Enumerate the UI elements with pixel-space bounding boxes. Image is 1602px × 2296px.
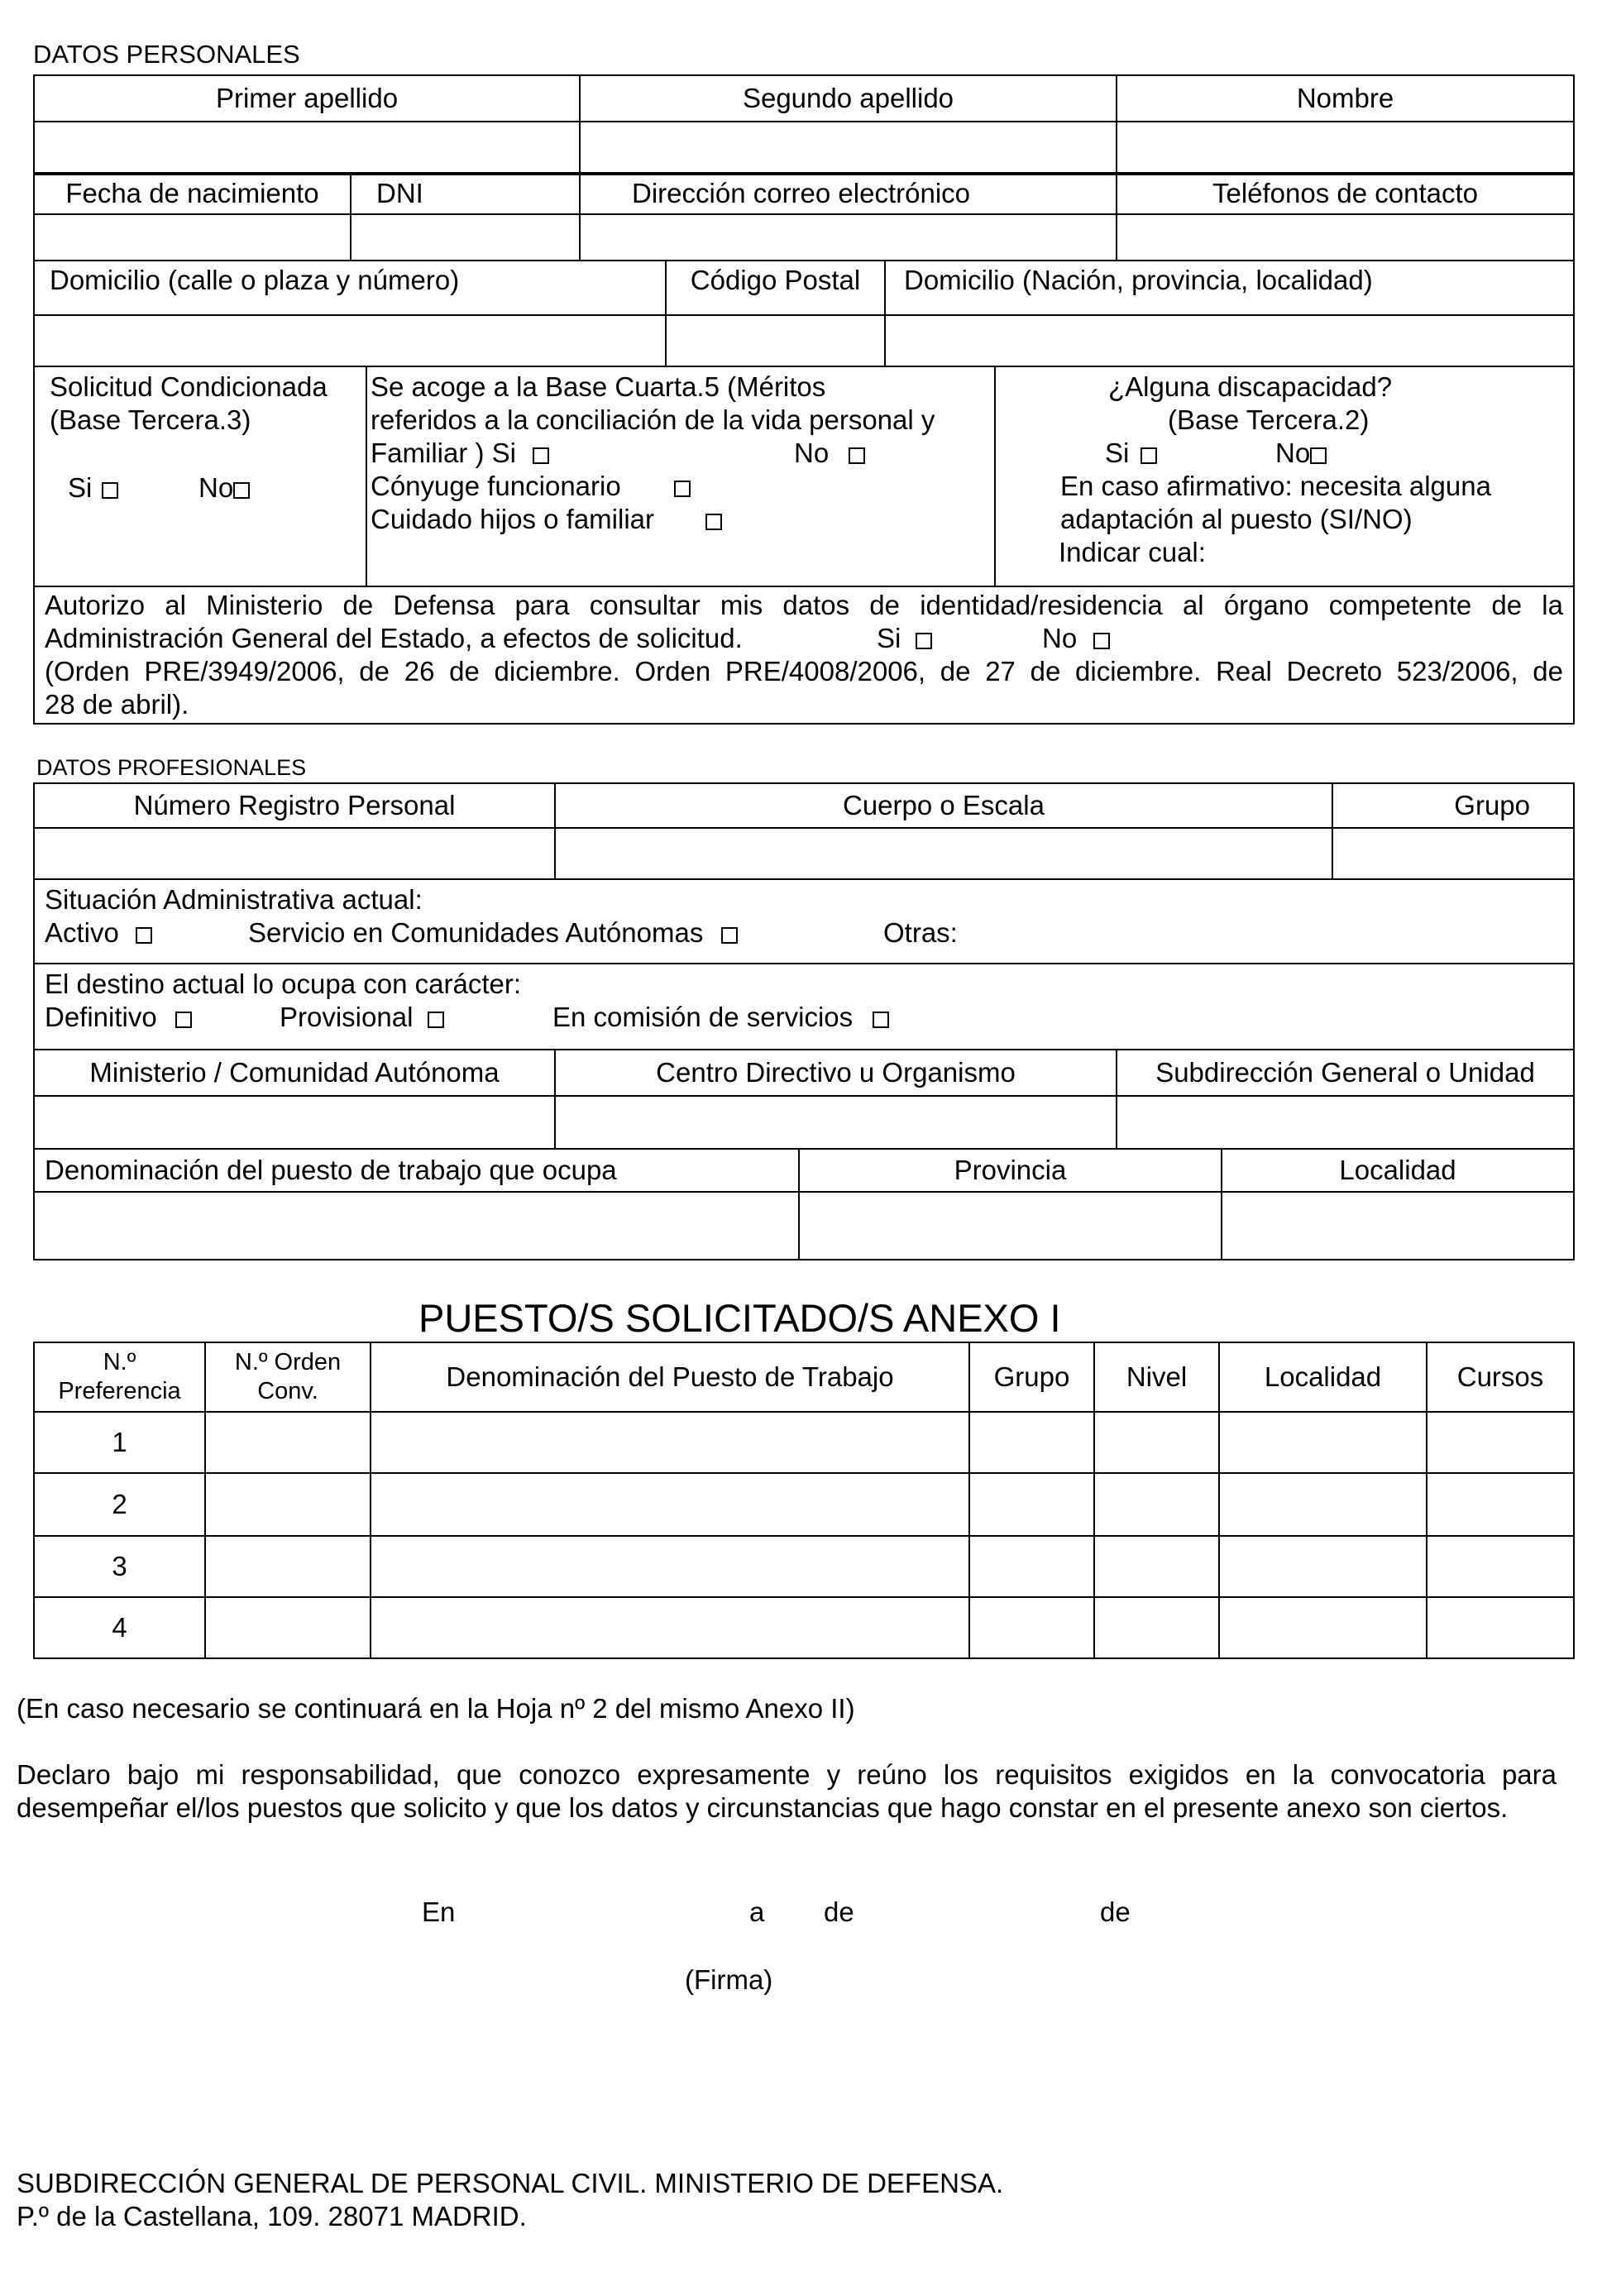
disc-no-checkbox[interactable] [1310, 447, 1327, 464]
cell-grupo[interactable] [969, 1597, 1094, 1658]
base-si-checkbox[interactable] [533, 447, 549, 464]
cell-nivel[interactable] [1094, 1473, 1219, 1536]
label-provincia: Provincia [799, 1149, 1222, 1192]
firma-label: (Firma) [685, 1964, 773, 1995]
continuation-note: (En caso necesario se continuará en la Hoja nº 2 del mismo Anexo II) [17, 1693, 855, 1724]
label-domicilio-calle: Domicilio (calle o plaza y número) [34, 261, 666, 315]
cell-nivel[interactable] [1094, 1412, 1219, 1473]
auth-line-3: (Orden PRE/3949/2006, de 26 de diciembre. Orden PRE/4008/2006, de 27 de diciembre. Real Decreto 523/2006, de [45, 656, 1563, 686]
base-conyuge-label: Cónyuge funcionario [371, 471, 621, 501]
base-cell [366, 366, 995, 586]
personal-table-contact [33, 172, 1575, 261]
label-localidad: Localidad [1222, 1149, 1574, 1192]
cond-si-label: Si [68, 472, 93, 503]
cell-orden[interactable] [205, 1412, 371, 1473]
header-denominacion: Denominación del Puesto de Trabajo [371, 1342, 969, 1412]
label-subdireccion: Subdirección General o Unidad [1117, 1050, 1574, 1096]
cell-grupo[interactable] [969, 1412, 1094, 1473]
cond-si-group [68, 471, 123, 505]
disc-line-1: ¿Alguna discapacidad? [1108, 371, 1393, 402]
input-codigo-postal[interactable] [666, 315, 885, 366]
input-subdireccion[interactable] [1117, 1096, 1574, 1149]
destino-provisional-label: Provisional [280, 1002, 414, 1032]
destino-definitivo-checkbox[interactable] [175, 1012, 192, 1028]
input-dni[interactable] [351, 214, 580, 261]
input-localidad[interactable] [1222, 1192, 1574, 1260]
base-cuidado-checkbox[interactable] [705, 514, 722, 530]
cond-no-label: No [198, 472, 234, 503]
auth-si-label: Si [877, 623, 901, 653]
input-centro-directivo[interactable] [555, 1096, 1117, 1149]
cell-orden[interactable] [205, 1473, 371, 1536]
auth-line-1: Autorizo al Ministerio de Defensa para consultar mis datos de identidad/residencia al órgano competente de la [45, 590, 1563, 620]
label-dni: DNI [351, 173, 580, 214]
row-preferencia: 1 [34, 1412, 205, 1473]
cond-title-1: Solicitud Condicionada [50, 371, 328, 402]
base-cuidado-label: Cuidado hijos o familiar [371, 504, 655, 534]
label-segundo-apellido: Segundo apellido [580, 75, 1117, 122]
base-no-checkbox[interactable] [849, 447, 865, 464]
base-si-group [371, 437, 554, 470]
situacion-ccaa-label: Servicio en Comunidades Autónomas [248, 917, 704, 948]
cond-title-2: (Base Tercera.3) [50, 404, 251, 435]
disc-si-label: Si [1105, 438, 1130, 468]
cell-localidad[interactable] [1219, 1412, 1427, 1473]
input-provincia[interactable] [799, 1192, 1222, 1260]
disc-line-6: Indicar cual: [1059, 537, 1206, 567]
destino-comision-group [552, 1001, 894, 1034]
destino-comision-checkbox[interactable] [873, 1012, 889, 1028]
input-domicilio-calle[interactable] [34, 315, 666, 366]
destino-definitivo-label: Definitivo [45, 1002, 157, 1032]
cell-denominacion[interactable] [371, 1536, 969, 1597]
auth-cell [34, 586, 1574, 724]
header-orden-l1: N.º Orden [234, 1349, 342, 1375]
input-segundo-apellido[interactable] [580, 122, 1117, 175]
auth-line-4: 28 de abril). [45, 689, 189, 720]
base-conyuge-group [371, 470, 696, 503]
disc-line-5: adaptación al puesto (SI/NO) [1060, 504, 1413, 534]
input-fecha-nacimiento[interactable] [34, 214, 351, 261]
cell-cursos[interactable] [1427, 1412, 1574, 1473]
base-line-1: Se acoge a la Base Cuarta.5 (Méritos [371, 371, 826, 402]
solicitados-table [33, 1342, 1575, 1659]
input-grupo[interactable] [1332, 828, 1574, 879]
header-preferencia [34, 1342, 205, 1412]
prof-table-destino [33, 963, 1575, 1050]
input-cuerpo-escala[interactable] [555, 828, 1332, 879]
cell-grupo[interactable] [969, 1536, 1094, 1597]
cell-denominacion[interactable] [371, 1597, 969, 1658]
cell-nivel[interactable] [1094, 1536, 1219, 1597]
auth-si-group [877, 622, 937, 655]
label-numero-registro: Número Registro Personal [34, 783, 555, 828]
table-row [34, 1473, 1574, 1536]
header-preferencia-l1: N.º [103, 1349, 136, 1375]
label-codigo-postal: Código Postal [666, 261, 885, 315]
label-ministerio: Ministerio / Comunidad Autónoma [34, 1050, 555, 1096]
base-conyuge-checkbox[interactable] [674, 481, 691, 497]
place-de-1: de [824, 1897, 854, 1927]
disc-no-group [1275, 437, 1332, 470]
cond-cell [34, 366, 366, 586]
cond-si-checkbox[interactable] [102, 482, 118, 499]
label-centro-directivo: Centro Directivo u Organismo [555, 1050, 1117, 1096]
situacion-title: Situación Administrativa actual: [45, 884, 423, 915]
professional-section-title: DATOS PROFESIONALES [36, 755, 307, 780]
situacion-otras-label: Otras: [883, 917, 958, 948]
base-cuidado-group [371, 503, 727, 536]
input-ministerio[interactable] [34, 1096, 555, 1149]
cell-denominacion[interactable] [371, 1412, 969, 1473]
input-domicilio-nacion[interactable] [885, 315, 1574, 366]
cond-no-checkbox[interactable] [233, 482, 250, 499]
input-denominacion-puesto[interactable] [34, 1192, 799, 1260]
destino-definitivo-group [45, 1001, 197, 1034]
label-denominacion-puesto: Denominación del puesto de trabajo que ocupa [34, 1149, 799, 1192]
prof-table-ministerio [33, 1049, 1575, 1150]
row-preferencia: 4 [34, 1597, 205, 1658]
disc-si-checkbox[interactable] [1141, 447, 1157, 464]
personal-section-title: DATOS PERSONALES [33, 40, 300, 69]
label-grupo: Grupo [1332, 783, 1574, 828]
header-nivel: Nivel [1094, 1342, 1219, 1412]
cell-localidad[interactable] [1219, 1597, 1427, 1658]
auth-line-2: Administración General del Estado, a efectos de solicitud. [45, 623, 743, 653]
disc-line-2: (Base Tercera.2) [1168, 404, 1370, 435]
place-de-2: de [1100, 1897, 1131, 1927]
destino-comision-label: En comisión de servicios [552, 1002, 854, 1032]
input-nombre[interactable] [1117, 122, 1574, 175]
org-line-2: P.º de la Castellana, 109. 28071 MADRID. [17, 2201, 527, 2231]
destino-provisional-group [280, 1001, 449, 1034]
disc-line-4: En caso afirmativo: necesita alguna [1060, 471, 1491, 501]
label-nombre: Nombre [1117, 75, 1574, 122]
auth-no-label: No [1042, 623, 1078, 653]
label-fecha-nacimiento: Fecha de nacimiento [34, 173, 351, 214]
cell-orden[interactable] [205, 1597, 371, 1658]
row-preferencia: 2 [34, 1473, 205, 1536]
header-grupo: Grupo [969, 1342, 1094, 1412]
situacion-ccaa-checkbox[interactable] [721, 927, 738, 944]
disc-cell [995, 366, 1574, 586]
personal-table-names [33, 74, 1575, 175]
base-no-label: No [794, 438, 830, 468]
table-row [34, 1536, 1574, 1597]
header-cursos: Cursos [1427, 1342, 1574, 1412]
prof-table-situacion [33, 878, 1575, 964]
situacion-ccaa-group [248, 916, 743, 949]
row-preferencia: 3 [34, 1536, 205, 1597]
place-a: a [749, 1897, 765, 1927]
declaration-text: Declaro bajo mi responsabilidad, que conozco expresamente y reúno los requisitos exigidos en la convocatoria para desempeñar el/los puestos que solicito y que los datos y circunstancias que hago constar en el presente anexo son ciertos. [17, 1759, 1557, 1823]
cell-localidad[interactable] [1219, 1536, 1427, 1597]
org-line-1: SUBDIRECCIÓN GENERAL DE PERSONAL CIVIL. MINISTERIO DE DEFENSA. [17, 2168, 1004, 2198]
situacion-cell [34, 879, 1574, 964]
table-row [34, 1412, 1574, 1473]
situacion-activo-group [45, 916, 157, 949]
label-email: Dirección correo electrónico [580, 173, 1117, 214]
input-email[interactable] [580, 214, 1117, 261]
base-familiar-si-label: Familiar ) Si [371, 438, 517, 468]
cell-cursos[interactable] [1427, 1536, 1574, 1597]
destino-provisional-checkbox[interactable] [428, 1012, 444, 1028]
cell-cursos[interactable] [1427, 1597, 1574, 1658]
situacion-activo-checkbox[interactable] [136, 927, 152, 944]
personal-table-options [33, 366, 1575, 587]
auth-si-checkbox[interactable] [916, 633, 932, 649]
auth-no-checkbox[interactable] [1093, 633, 1110, 649]
label-domicilio-nacion: Domicilio (Nación, provincia, localidad) [885, 261, 1574, 315]
destino-cell [34, 964, 1574, 1050]
disc-si-group [1105, 437, 1162, 470]
cond-no-group [198, 471, 255, 505]
destino-title: El destino actual lo ocupa con carácter: [45, 969, 522, 999]
personal-table-domicilio [33, 260, 1575, 367]
place-en: En [422, 1897, 456, 1927]
label-cuerpo-escala: Cuerpo o Escala [555, 783, 1332, 828]
cell-denominacion[interactable] [371, 1473, 969, 1536]
cell-cursos[interactable] [1427, 1473, 1574, 1536]
header-orden [205, 1342, 371, 1412]
cell-localidad[interactable] [1219, 1473, 1427, 1536]
prof-table-registro [33, 782, 1575, 880]
input-telefonos[interactable] [1117, 214, 1574, 261]
base-no-group [794, 437, 870, 470]
prof-table-puesto [33, 1148, 1575, 1260]
table-row [34, 1597, 1574, 1658]
input-numero-registro[interactable] [34, 828, 555, 879]
input-primer-apellido[interactable] [34, 122, 580, 175]
solicitados-title: PUESTO/S SOLICITADO/S ANEXO I [418, 1296, 1061, 1340]
header-preferencia-l2: Preferencia [58, 1378, 181, 1404]
header-localidad: Localidad [1219, 1342, 1427, 1412]
cell-grupo[interactable] [969, 1473, 1094, 1536]
label-telefonos: Teléfonos de contacto [1117, 173, 1574, 214]
base-line-2: referidos a la conciliación de la vida personal y [371, 404, 935, 435]
cell-nivel[interactable] [1094, 1597, 1219, 1658]
label-primer-apellido: Primer apellido [34, 75, 580, 122]
cell-orden[interactable] [205, 1536, 371, 1597]
auth-no-group [1042, 622, 1115, 655]
personal-table-auth [33, 586, 1575, 725]
disc-no-label: No [1275, 438, 1311, 468]
header-orden-l2: Conv. [257, 1378, 318, 1404]
situacion-activo-label: Activo [45, 917, 119, 948]
